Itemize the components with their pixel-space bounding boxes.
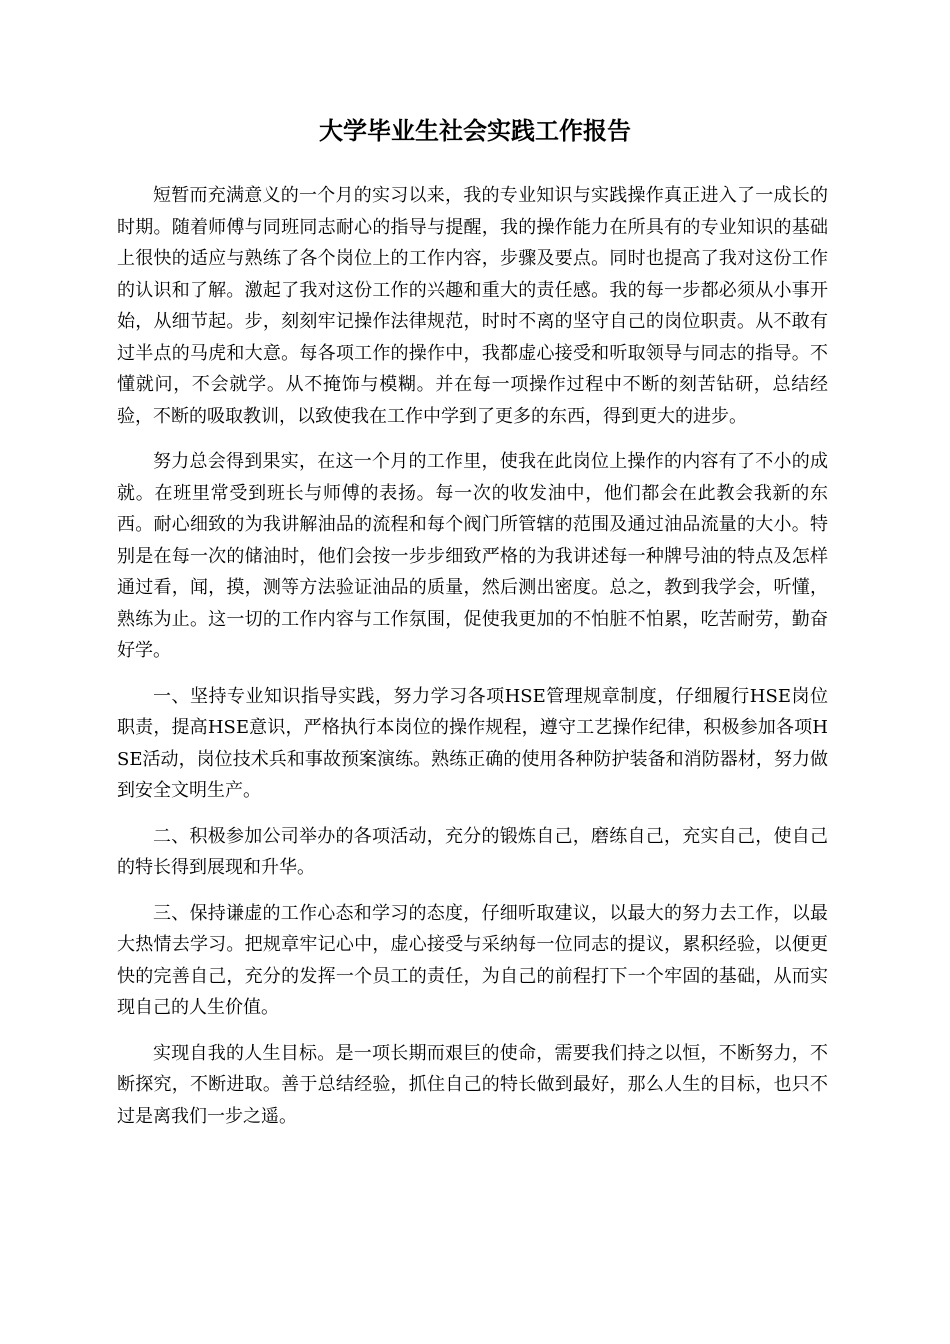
paragraph-1: 短暂而充满意义的一个月的实习以来，我的专业知识与实践操作真正进入了一成长的时期。随着师傅与同班同志耐心的指导与提醒，我的操作能力在所具有的专业知识的基础上很快的适应与熟练了各个岗位上的工作内容，步骤及要点。同时也提高了我对这份工作的认识和了解。激起了我对这份工作的兴趣和重大的责任感。我的每一步都必须从小事开始，从细节起。步，刻刻牢记操作法律规范，时时不离的坚守自己的岗位职责。从不敢有过半点的马虎和大意。每各项工作的操作中，我都虚心接受和听取领导与同志的指导。不懂就问，不会就学。从不掩饰与模糊。并在每一项操作过程中不断的刻苦钻研，总结经验，不断的吸取教训，以致使我在工作中学到了更多的东西，得到更大的进步。: [117, 185, 828, 427]
paragraph-6: 实现自我的人生目标。是一项长期而艰巨的使命，需要我们持之以恒，不断努力，不断探究，不断进取。善于总结经验，抓住自己的特长做到最好，那么人生的目标，也只不过是离我们一步之遥。: [117, 1042, 828, 1127]
paragraph-2: 努力总会得到果实，在这一个月的工作里，使我在此岗位上操作的内容有了不小的成就。在班里常受到班长与师傅的表扬。每一次的收发油中，他们都会在此教会我新的东西。耐心细致的为我讲解油品的流程和每个阀门所管辖的范围及通过油品流量的大小。特别是在每一次的储油时，他们会按一步步细致严格的为我讲述每一种牌号油的特点及怎样通过看，闻，摸，测等方法验证油品的质量，然后测出密度。总之，教到我学会，听懂，熟练为止。这一切的工作内容与工作氛围，促使我更加的不怕脏不怕累，吃苦耐劳，勤奋好学。: [117, 451, 828, 661]
document-title: 大学毕业生社会实践工作报告: [319, 116, 631, 145]
paragraph-4: 二、积极参加公司举办的各项活动，充分的锻炼自己，磨练自己，充实自己，使自己的特长得到展现和升华。: [117, 825, 828, 878]
paragraph-3: 一、坚持专业知识指导实践，努力学习各项HSE管理规章制度，仔细履行HSE岗位职责，提高HSE意识，严格执行本岗位的操作规程，遵守工艺操作纪律，积极参加各项HSE活动，岗位技术兵和事故预案演练。熟练正确的使用各种防护装备和消防器材，努力做到安全文明生产。: [117, 685, 828, 801]
document-body: [117, 180, 828, 1146]
paragraph-5: 三、保持谦虚的工作心态和学习的态度，仔细听取建议，以最大的努力去工作，以最大热情去学习。把规章牢记心中，虚心接受与采纳每一位同志的提议，累积经验，以便更快的完善自己，充分的发挥一个员工的责任，为自己的前程打下一个牢固的基础，从而实现自己的人生价值。: [117, 902, 828, 1018]
